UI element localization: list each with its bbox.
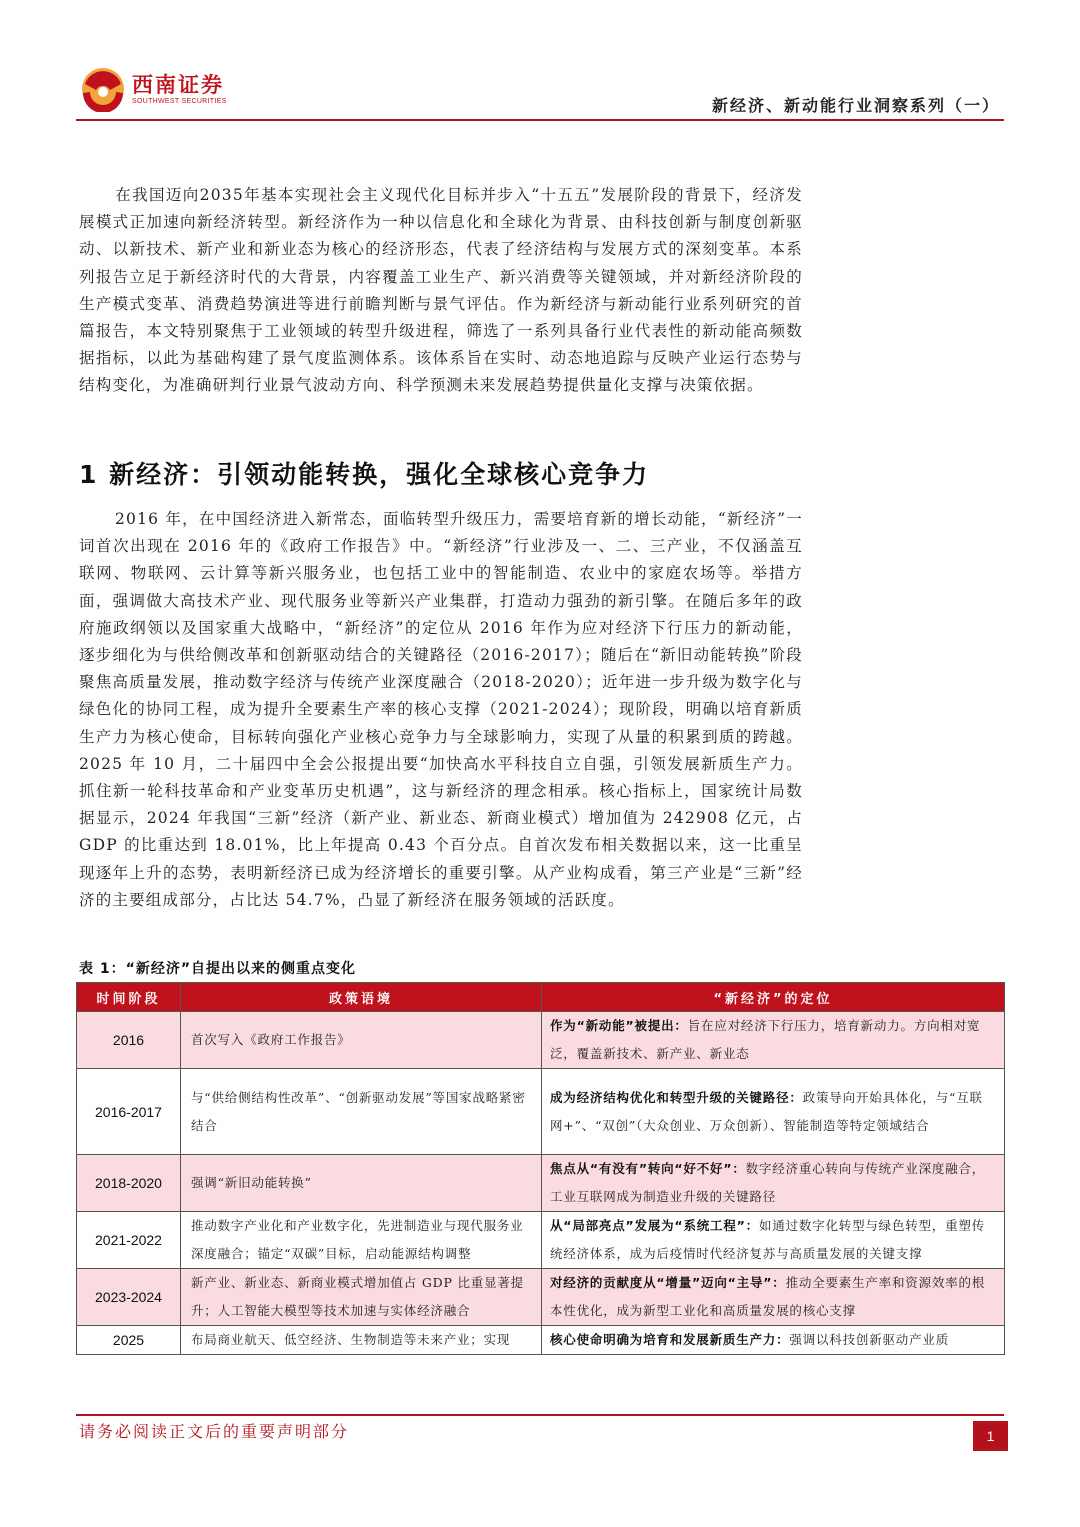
- row-positioning: [542, 1012, 1005, 1069]
- page-number: 1: [973, 1421, 1008, 1451]
- row-context: 首次写入《政府工作报告》: [181, 1012, 542, 1069]
- positioning-detail: 推动全要素生产率和资源效率的根本性优化，成为新型工业化和高质量发展的核心支撑: [550, 1275, 986, 1318]
- header-positioning: “新经济”的定位: [542, 983, 1005, 1012]
- policy-table: [76, 982, 1005, 1355]
- logo-mark-icon: [80, 66, 126, 112]
- table-row: [77, 1155, 1005, 1212]
- row-period: 2016: [77, 1012, 181, 1069]
- row-positioning: [542, 1326, 1005, 1355]
- header-context: 政策语境: [181, 983, 542, 1012]
- row-period: 2016-2017: [77, 1069, 181, 1155]
- positioning-emphasis: 焦点从“有没有”转向“好不好”：: [550, 1161, 746, 1176]
- table-row: [77, 1012, 1005, 1069]
- row-period: 2021-2022: [77, 1212, 181, 1269]
- row-period: 2025: [77, 1326, 181, 1355]
- row-context-text: 布局商业航天、低空经济、生物制造等未来产业；实现: [191, 1332, 511, 1347]
- table-row: [77, 1326, 1005, 1355]
- company-logo: [80, 66, 227, 112]
- row-context: 推动数字产业化和产业数字化，先进制造业与现代服务业深度融合；锚定“双碳”目标，启动能源结构调整: [181, 1212, 542, 1269]
- table-row: [77, 1212, 1005, 1269]
- row-period: 2023-2024: [77, 1269, 181, 1326]
- footer-disclaimer: 请务必阅读正文后的重要声明部分: [79, 1422, 350, 1441]
- positioning-emphasis: 成为经济结构优化和转型升级的关键路径：: [550, 1089, 803, 1105]
- row-context: 与“供给侧结构性改革”、“创新驱动发展”等国家战略紧密结合: [181, 1069, 542, 1155]
- row-context: 新产业、新业态、新商业模式增加值占 GDP 比重显著提升；人工智能大模型等技术加速与实体经济融合: [181, 1269, 542, 1326]
- row-positioning: [542, 1069, 1005, 1155]
- positioning-detail: 如通过数字化转型与绿色转型，重塑传统经济体系，成为后疫情时代经济复苏与高质量发展的关键支撑: [550, 1218, 986, 1261]
- table-caption: 表 1：“新经济”自提出以来的侧重点变化: [79, 961, 357, 977]
- header-divider: [76, 119, 1004, 121]
- intro-paragraph-text: 在我国迈向2035年基本实现社会主义现代化目标并步入“十五五”发展阶段的背景下，经济发展模式正加速向新经济转型。新经济作为一种以信息化和全球化为背景、由科技创新与制度创新驱动、以新技术、新产业和新业态为核心的经济形态，代表了经济结构与发展方式的深刻变革。本系列报告立足于新经济时代的大背景，内容覆盖工业生产、新兴消费等关键领域，并对新经济阶段的生产模式变革、消费趋势演进等进行前瞻判断与景气评估。作为新经济与新动能行业系列研究的首篇报告，本文特别聚焦于工业领域的转型升级进程，筛选了一系列具备行业代表性的新动能高频数据指标，以此为基础构建了景气度监测体系。该体系旨在实时、动态地追踪与反映产业运行态势与结构变化，为准确研判行业景气波动方向、科学预测未来发展趋势提供量化支撑与决策依据。: [79, 186, 803, 395]
- row-positioning-text: [550, 1326, 996, 1352]
- series-title: 新经济、新动能行业洞察系列（一）: [711, 96, 1000, 115]
- positioning-detail: 政策导向开始具体化，与“互联网+”、“双创”（大众创业、万众创新）、智能制造等特定领域结合: [550, 1089, 983, 1133]
- logo-chinese-name: 西南证券: [132, 72, 224, 97]
- positioning-detail: 旨在应对经济下行压力，培育新动力。方向相对宽泛，覆盖新技术、新产业、新业态: [550, 1018, 981, 1061]
- intro-paragraph: [79, 182, 803, 400]
- header-period: 时间阶段: [77, 983, 181, 1012]
- table-header-row: [77, 983, 1005, 1012]
- row-period: 2018-2020: [77, 1155, 181, 1212]
- row-positioning: [542, 1269, 1005, 1326]
- footer-divider: [76, 1414, 1004, 1416]
- section-paragraph-text: 2016 年，在中国经济进入新常态，面临转型升级压力，需要培育新的增长动能，“新经济”一词首次出现在 2016 年的《政府工作报告》中。“新经济”行业涉及一、二、三产业，不仅涵盖互联网、物联网、云计算等新兴服务业，也包括工业中的智能制造、农业中的家庭农场等。举措方面，强调做大高技术产业、现代服务业等新兴产业集群，打造动力强劲的新引擎。在随后多年的政府施政纲领以及国家重大战略中，“新经济”的定位从 2016 年作为应对经济下行压力的新动能，逐步细化为与供给侧改革和创新驱动结合的关键路径（2016-2017）；随后在“新旧动能转换”阶段聚焦高质量发展，推动数字经济与传统产业深度融合（2018-2020）；近年进一步升级为数字化与绿色化的协同工程，成为提升全要素生产率的核心支撑（2021-2024）；现阶段，明确以培育新质生产力为核心使命，目标转向强化产业核心竞争力与全球影响力，实现了从量的积累到质的跨越。2025 年 10 月，二十届四中全会公报提出要“加快高水平科技自立自强，引领发展新质生产力。抓住新一轮科技革命和产业变革历史机遇”，这与新经济的理念相承。核心指标上，国家统计局数据显示，2024 年我国“三新”经济（新产业、新业态、新商业模式）增加值为 242908 亿元，占 GDP 的比重达到 18.01%，比上年提高 0.43 个百分点。自首次发布相关数据以来，这一比重呈现逐年上升的态势，表明新经济已成为经济增长的重要引擎。从产业构成看，第三产业是“三新”经济的主要组成部分，占比达 54.7%，凸显了新经济在服务领域的活跃度。: [79, 510, 803, 909]
- row-context: [181, 1326, 542, 1355]
- row-positioning: [542, 1155, 1005, 1212]
- table-row: [77, 1069, 1005, 1155]
- positioning-emphasis: 对经济的贡献度从“增量”迈向“主导”：: [550, 1275, 786, 1290]
- row-positioning: [542, 1212, 1005, 1269]
- table-row: [77, 1269, 1005, 1326]
- positioning-emphasis: 作为“新动能”被提出：: [550, 1018, 688, 1033]
- positioning-emphasis: 从“局部亮点”发展为“系统工程”：: [550, 1218, 759, 1233]
- section-paragraph: [79, 506, 803, 914]
- logo-english-name: SOUTHWEST SECURITIES: [132, 98, 227, 105]
- positioning-detail: 数字经济重心转向与传统产业深度融合，工业互联网成为制造业升级的关键路径: [550, 1161, 986, 1204]
- section-heading: 1 新经济：引领动能转换，强化全球核心竞争力: [79, 460, 650, 489]
- positioning-detail: 强调以科技创新驱动产业质: [789, 1332, 950, 1347]
- positioning-emphasis: 核心使命明确为培育和发展新质生产力：: [550, 1332, 790, 1347]
- row-context: 强调“新旧动能转换”: [181, 1155, 542, 1212]
